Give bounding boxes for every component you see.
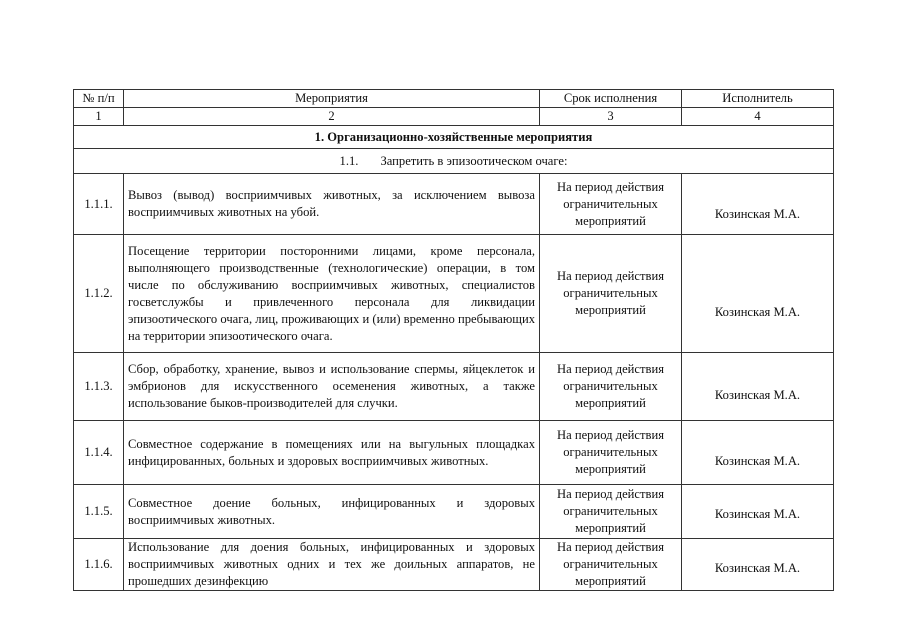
subsection-title: Запретить в эпизоотическом очаге: [380, 153, 568, 168]
column-number: 2 [124, 108, 540, 126]
header-term: Срок исполнения [540, 90, 682, 108]
row-executor [682, 485, 834, 539]
row-executor [682, 235, 834, 353]
column-number: 1 [74, 108, 124, 126]
row-executor-text: Козинская М.А. [714, 387, 801, 402]
row-measure-text: Сбор, обработку, хранение, вывоз и использование спермы, яйцеклеток и эмбрионов для искусственного осеменения животных, а также использование быков-производителей для случки. [128, 362, 535, 410]
row-measure-text: Посещение территории посторонними лицами, кроме персонала, выполняющего производственные (технологические) операции, в том числе по обслуживанию восприимчивых животных, специалистов госветслужбы и привлеченного персонала для ликвидации эпизоотического очага, лиц, проживающих и (или) временно пребывающих на территории эпизоотического очага. [128, 243, 535, 343]
row-number: 1.1.6. [74, 539, 124, 591]
row-measure [124, 485, 540, 539]
row-executor-text: Козинская М.А. [714, 453, 801, 468]
row-number: 1.1.4. [74, 421, 124, 485]
table-row [74, 235, 834, 353]
row-executor [682, 421, 834, 485]
table-row [74, 353, 834, 421]
row-measure-text: Вывоз (вывод) восприимчивых животных, за исключением вывоза восприимчивых животных на убой. [128, 188, 535, 219]
row-term: На период действия ограничительных мероприятий [540, 174, 682, 235]
measures-table [73, 89, 834, 591]
row-number: 1.1.5. [74, 485, 124, 539]
header-measure: Мероприятия [124, 90, 540, 108]
row-term: На период действия ограничительных мероприятий [540, 235, 682, 353]
row-executor-text: Козинская М.А. [714, 507, 801, 521]
row-executor-text: Козинская М.А. [714, 206, 801, 221]
row-measure-text: Совместное доение больных, инфицированных и здоровых восприимчивых животных. [128, 495, 535, 527]
row-measure [124, 353, 540, 421]
section-title: 1. Организационно-хозяйственные мероприятия [74, 126, 834, 149]
header-executor: Исполнитель [682, 90, 834, 108]
row-measure [124, 235, 540, 353]
table-row [74, 174, 834, 235]
column-number: 3 [540, 108, 682, 126]
column-number: 4 [682, 108, 834, 126]
row-term: На период действия ограничительных мероприятий [540, 485, 682, 539]
row-measure [124, 539, 540, 591]
row-number: 1.1.1. [74, 174, 124, 235]
table-row [74, 539, 834, 591]
subsection-cell [74, 149, 834, 174]
table-header-row [74, 90, 834, 108]
row-executor [682, 353, 834, 421]
table-row [74, 421, 834, 485]
row-term: На период действия ограничительных мероприятий [540, 353, 682, 421]
header-num: № п/п [74, 90, 124, 108]
table-row [74, 485, 834, 539]
column-number-row [74, 108, 834, 126]
subsection-number: 1.1. [339, 153, 359, 168]
subsection-row [74, 149, 834, 174]
row-measure [124, 174, 540, 235]
row-measure-text: Использование для доения больных, инфицированных и здоровых восприимчивых животных одних и тех же доильных аппаратов, не прошедших дезинфекцию [128, 540, 535, 588]
row-term: На период действия ограничительных мероприятий [540, 539, 682, 591]
row-number: 1.1.2. [74, 235, 124, 353]
row-term: На период действия ограничительных мероприятий [540, 421, 682, 485]
row-number: 1.1.3. [74, 353, 124, 421]
row-executor-text: Козинская М.А. [714, 305, 801, 319]
row-measure-text: Совместное содержание в помещениях или на выгульных площадках инфицированных, больных и здоровых восприимчивых животных. [128, 436, 535, 468]
section-row [74, 126, 834, 149]
row-executor [682, 539, 834, 591]
row-executor [682, 174, 834, 235]
row-measure [124, 421, 540, 485]
row-executor-text: Козинская М.А. [714, 560, 801, 575]
